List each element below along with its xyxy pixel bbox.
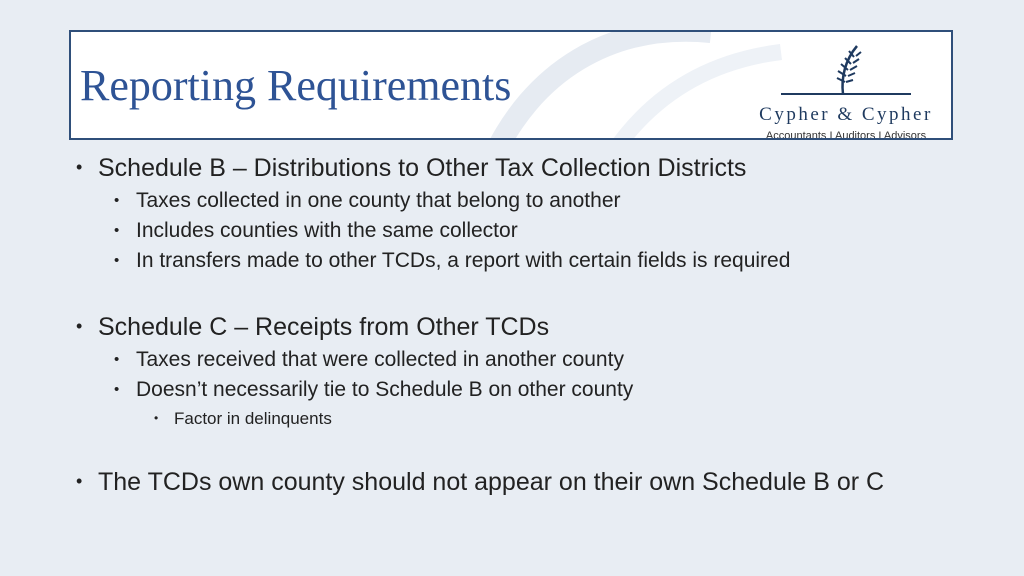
bullet-own-county xyxy=(76,468,884,497)
bullet-icon: • xyxy=(114,351,120,368)
bullet-icon: • xyxy=(76,157,83,177)
bullet-schedule-b xyxy=(76,154,746,183)
logo-name: Cypher & Cypher xyxy=(759,104,933,125)
company-logo xyxy=(741,42,951,138)
sub-bullet xyxy=(114,378,633,402)
bullet-icon: • xyxy=(114,192,120,209)
bullet-text: Schedule B – Distributions to Other Tax Collection Districts xyxy=(98,154,747,182)
bullet-text: Schedule C – Receipts from Other TCDs xyxy=(98,313,550,341)
sub-bullet-text: Doesn’t necessarily tie to Schedule B on other county xyxy=(136,378,634,401)
sub-bullet-text: Taxes received that were collected in another county xyxy=(136,348,624,371)
sub-sub-bullet xyxy=(154,409,332,429)
sub-bullet-text: In transfers made to other TCDs, a report with certain fields is required xyxy=(136,249,791,272)
bullet-icon: • xyxy=(76,316,83,336)
sub-bullet xyxy=(114,249,790,273)
bullet-icon: • xyxy=(114,252,120,269)
slide-header xyxy=(69,30,953,140)
logo-tagline: Accountants I Auditors I Advisors xyxy=(765,130,927,140)
wheat-logo-icon xyxy=(771,42,921,102)
sub-bullet xyxy=(114,189,621,213)
sub-bullet-text: Taxes collected in one county that belong to another xyxy=(136,189,621,212)
bullet-icon: • xyxy=(114,381,120,398)
bullet-schedule-c xyxy=(76,313,549,342)
sub-sub-bullet-text: Factor in delinquents xyxy=(174,409,332,428)
bullet-text: The TCDs own county should not appear on their own Schedule B or C xyxy=(98,468,885,496)
sub-bullet xyxy=(114,219,518,243)
bullet-icon: • xyxy=(76,471,83,491)
bullet-icon: • xyxy=(114,222,120,239)
bullet-icon: • xyxy=(154,411,159,425)
sub-bullet xyxy=(114,348,624,372)
sub-bullet-text: Includes counties with the same collector xyxy=(136,219,518,242)
slide-title: Reporting Requirements xyxy=(80,61,512,110)
